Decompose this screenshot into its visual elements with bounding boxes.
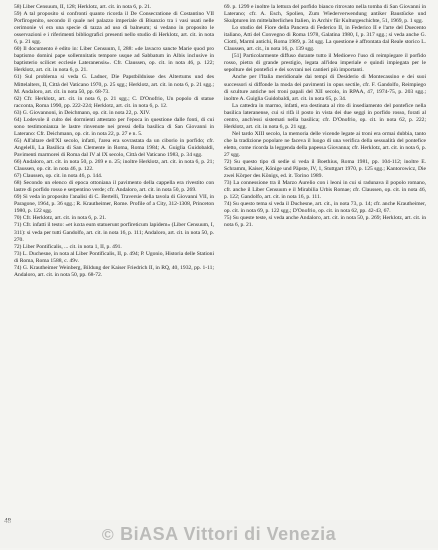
footnote: 65) All'altare dell'XI secolo, infatti, l'area era sovrastata da un ciborio in porfido; cfr. Angelelli, La Basilica di San Clemente in Roma, Roma 1984; A. Guiglia Guidobaldi, Pavimenti marmorei di Roma dal IV al IX secolo, Città del Vaticano 1983, p. 34 sgg. [14,137,214,158]
footnote: 59) A tal proposito si confronti quanto ricorda il De Consecratione di Costantino VII Porfirogenito, secondo il quale nel palazzo imperiale di Bisanzio tra i vasi usati nelle cerimonie vi era una specie di tazza ad uso di balneum; si vedano in proposito le osservazioni e i riferimenti bibliografici presenti nello studio di Herklotz, art. cit. in nota 6, p. 21 sgg. [14,11,214,46]
watermark-text: BiASA Vittori di Venezia [120,524,337,544]
footnote: 60) Il documento è edito in: Liber Censuum, I, 288: «de lavacro sancte Marie quod pro baptismo domini pape sollemnitatis tempore usque ad Sabbatum in Albis inclusive in baptisterio scilicet ecclesie Lateranensis». Cfr. Claussen, op. cit. in nota 46, p. 122; Herklotz, art. cit. in nota 6, p. 21. [14,46,214,74]
footnote: 69) Si veda in proposito l'analisi di C. Bertelli, Traversie della tavola di Giovanni VII, in Paragone, 1964, p. 36 sgg.; R. Krautheimer, Rome. Profile of a City, 312-1308, Princeton 1980, p. 122 sgg. [14,194,214,215]
footnote: 72) Liber Pontificalis, ... cit. in nota 1, II, p. 491. [14,243,122,250]
footnote: 58) Liber Censuum, II, 128; Herklotz, art. cit. in nota 6, p. 21. [14,4,152,10]
paragraph: Anche per l'Italia meridionale dai tempi di Desiderio di Montecassino e dei suoi successori si diffonde la moda dei pavimenti in opus sectile, cfr. F. Gandolfo, Reimpiego di sculture antiche nei troni papali del XII secolo, in RPAA, 47, 1974-75, p. 203 sgg.; inoltre A. Guiglia Guidobaldi, art. cit. in nota 65, p. 34. [224,74,426,102]
paragraph: Lo studio del Fiore della Pancera di Federico II, in Federico II e l'arte del Duecento italiano, Atti del Convegno di Roma 1978, Galatina 1980, I, p. 317 sgg.; si veda anche G. Ciotti, Marmi antichi, Roma 1989, p. 34 sgg. La questione è affrontata dal Reale storico L. Claussen, art. cit., in nota 16, p. 139 sgg. [224,25,426,53]
footnote: 64) Lodevole il culto dei dormienti attestato per l'epoca in questione dalle fonti, di cui sono testimonianza le lastre rinvenute nei pressi della basilica di San Giovanni in Laterano: Cfr. Deichmann, op. cit. in nota 22, p. 27 e n. 5. [14,116,214,137]
footnote: 63) G. Giovannoni, in Deichmann, op. cit. in nota 22, p. XIV. [14,109,151,116]
footnote: 67) Claussen, op. cit. in nota 46, p. 144. [14,173,103,180]
right-text-column [224,4,426,230]
footnote: 69. p. 1299 e inoltre la lettura del porfido bianco ritrovato nella tomba di San Giovanni in Laterano; cfr. A. Esch, Spolien, Zum Wiederverwendung antiker Baustücke und Skulpturen im mittelalterlichen Italien, in Archiv für Kulturgeschichte, 51, 1969, p. 1 sgg. [224,4,426,25]
library-watermark [0,520,438,548]
footnote: 72) Su questo tipo di sedie si veda il Boethius, Roma 1981, pp. 104-112; inoltre E. Schramm, Kaiser, Könige und Päpste, IV, 1, Stuttgart 1970, p. 125 sgg.; Kantorowicz, Die zwei Körper des Königs, ed. it. Torino 1989. [224,159,426,180]
footnote: 66) Andaloro, art. cit. in nota 50, p. 269 e n. 25; inoltre Herklotz, art. cit. in nota 6, p. 21; Claussen, op. cit. in nota 46, p. 122. [14,159,214,173]
footnote: 75) Su queste teste, si veda anche Andaloro, art. cit. in nota 50, p. 269; Herklotz, art. cit. in nota 6, p. 21. [224,215,426,229]
footnote: 62) Cfr. Herklotz, art. cit. in nota 6, p. 21 sgg.; C. D'Onofrio, Un popolo di statue racconta, Roma 1990, pp. 222-224; Herklotz, art. cit. in nota 6, p. 12. [14,95,214,109]
footnote: 61) Sul problema si veda G. Ladner, Die Papstbildnisse des Altertums und des Mittelalters, II, Città del Vaticano 1970, p. 25 sgg.; Herklotz, art. cit. in nota 6, p. 21 sgg.; M. Andaloro, art. cit. in nota 50, pp. 68-73. [14,74,214,95]
paragraph: [51] Particolarmente diffuso durante tutto il Medioevo l'uso di reimpiegare il porfido rosso, pietra di grande prestigio, legata all'idea imperiale e quindi impiegata per le sepolture dei pontefici e dei sovrani nei cantieri più importanti. [224,53,426,74]
footnote: 74) Su questo tema si veda il Duchesne, art. cit., in nota 73, p. 14; cfr. anche Krautheimer, op. cit. in nota 69, p. 122 sgg.; D'Onofrio, op. cit. in nota 62, pp. 42-43, 67. [224,201,426,215]
paragraph: Nel tardo XIII secolo, la memoria delle vicende legate ai troni era ormai dubbia, tanto che la tradizione popolare ne faceva il luogo di una verifica della sessualità del pontefice eletto, come ricorda la leggenda della papessa Giovanna; cfr. Herklotz, art. cit. in nota 6, p. 27 sgg. [224,130,426,158]
paragraph: La cattedra in marmo, infatti, era destinata al rito di insediamento del pontefice nella basilica lateranense, cui si rifà il posto in vista dei due seggi in porfido rosso, forati al centro, anch'essi sistemati nella basilica; cfr. D'Onofrio, op. cit. in nota 62, p. 222; Herklotz, art. cit. in nota 6, p. 21 sgg. [224,102,426,130]
footnote: 70) Cfr. Herklotz, art. cit. in nota 6, p. 21. [14,215,107,222]
footnote: 74) G. Krautheimer Weinberg, Bildung der Kaiser Friedrich II, in RQ, 40, 1932, pp. 1-11; Andaloro, art. cit. in nota 50, pp. 68-72. [14,264,214,278]
footnote: 73) L. Duchesne, in nota al Liber Pontificalis, II, p. 494; P. Ugonio, Historia delle Stationi di Roma, Roma 1588, c. 49v. [14,250,214,264]
copyright-icon: © [101,527,115,544]
footnote: 71) Cfr. infatti il testo: «et iuxta eum statuerunt porfireticum lapidem» (Liber Censuum, I, 311): si veda per tutti Gandolfo, art. cit. in nota 16, p. 111; Andaloro, art. cit. in nota 50, p. 270. [14,222,214,243]
footnote: 68) Secondo un elenco di epoca ottoniana il pavimento della cappella era rivestito con lastre di porfido rosso e serpentino verde; cfr. Andaloro, art. cit. in nota 50, p. 269. [14,180,214,194]
footnote: 73) La connessione tra il Marzo Aurelio con i leoni in cui si radunava il popolo romano, cfr. anche il Liber Censuum e il Mirabilia Urbis Romae; cfr. Claussen, op. cit. in nota 46, p. 122; Gandolfo, art. cit. in nota 16, p. 111. [224,180,426,201]
left-text-column [14,4,214,279]
